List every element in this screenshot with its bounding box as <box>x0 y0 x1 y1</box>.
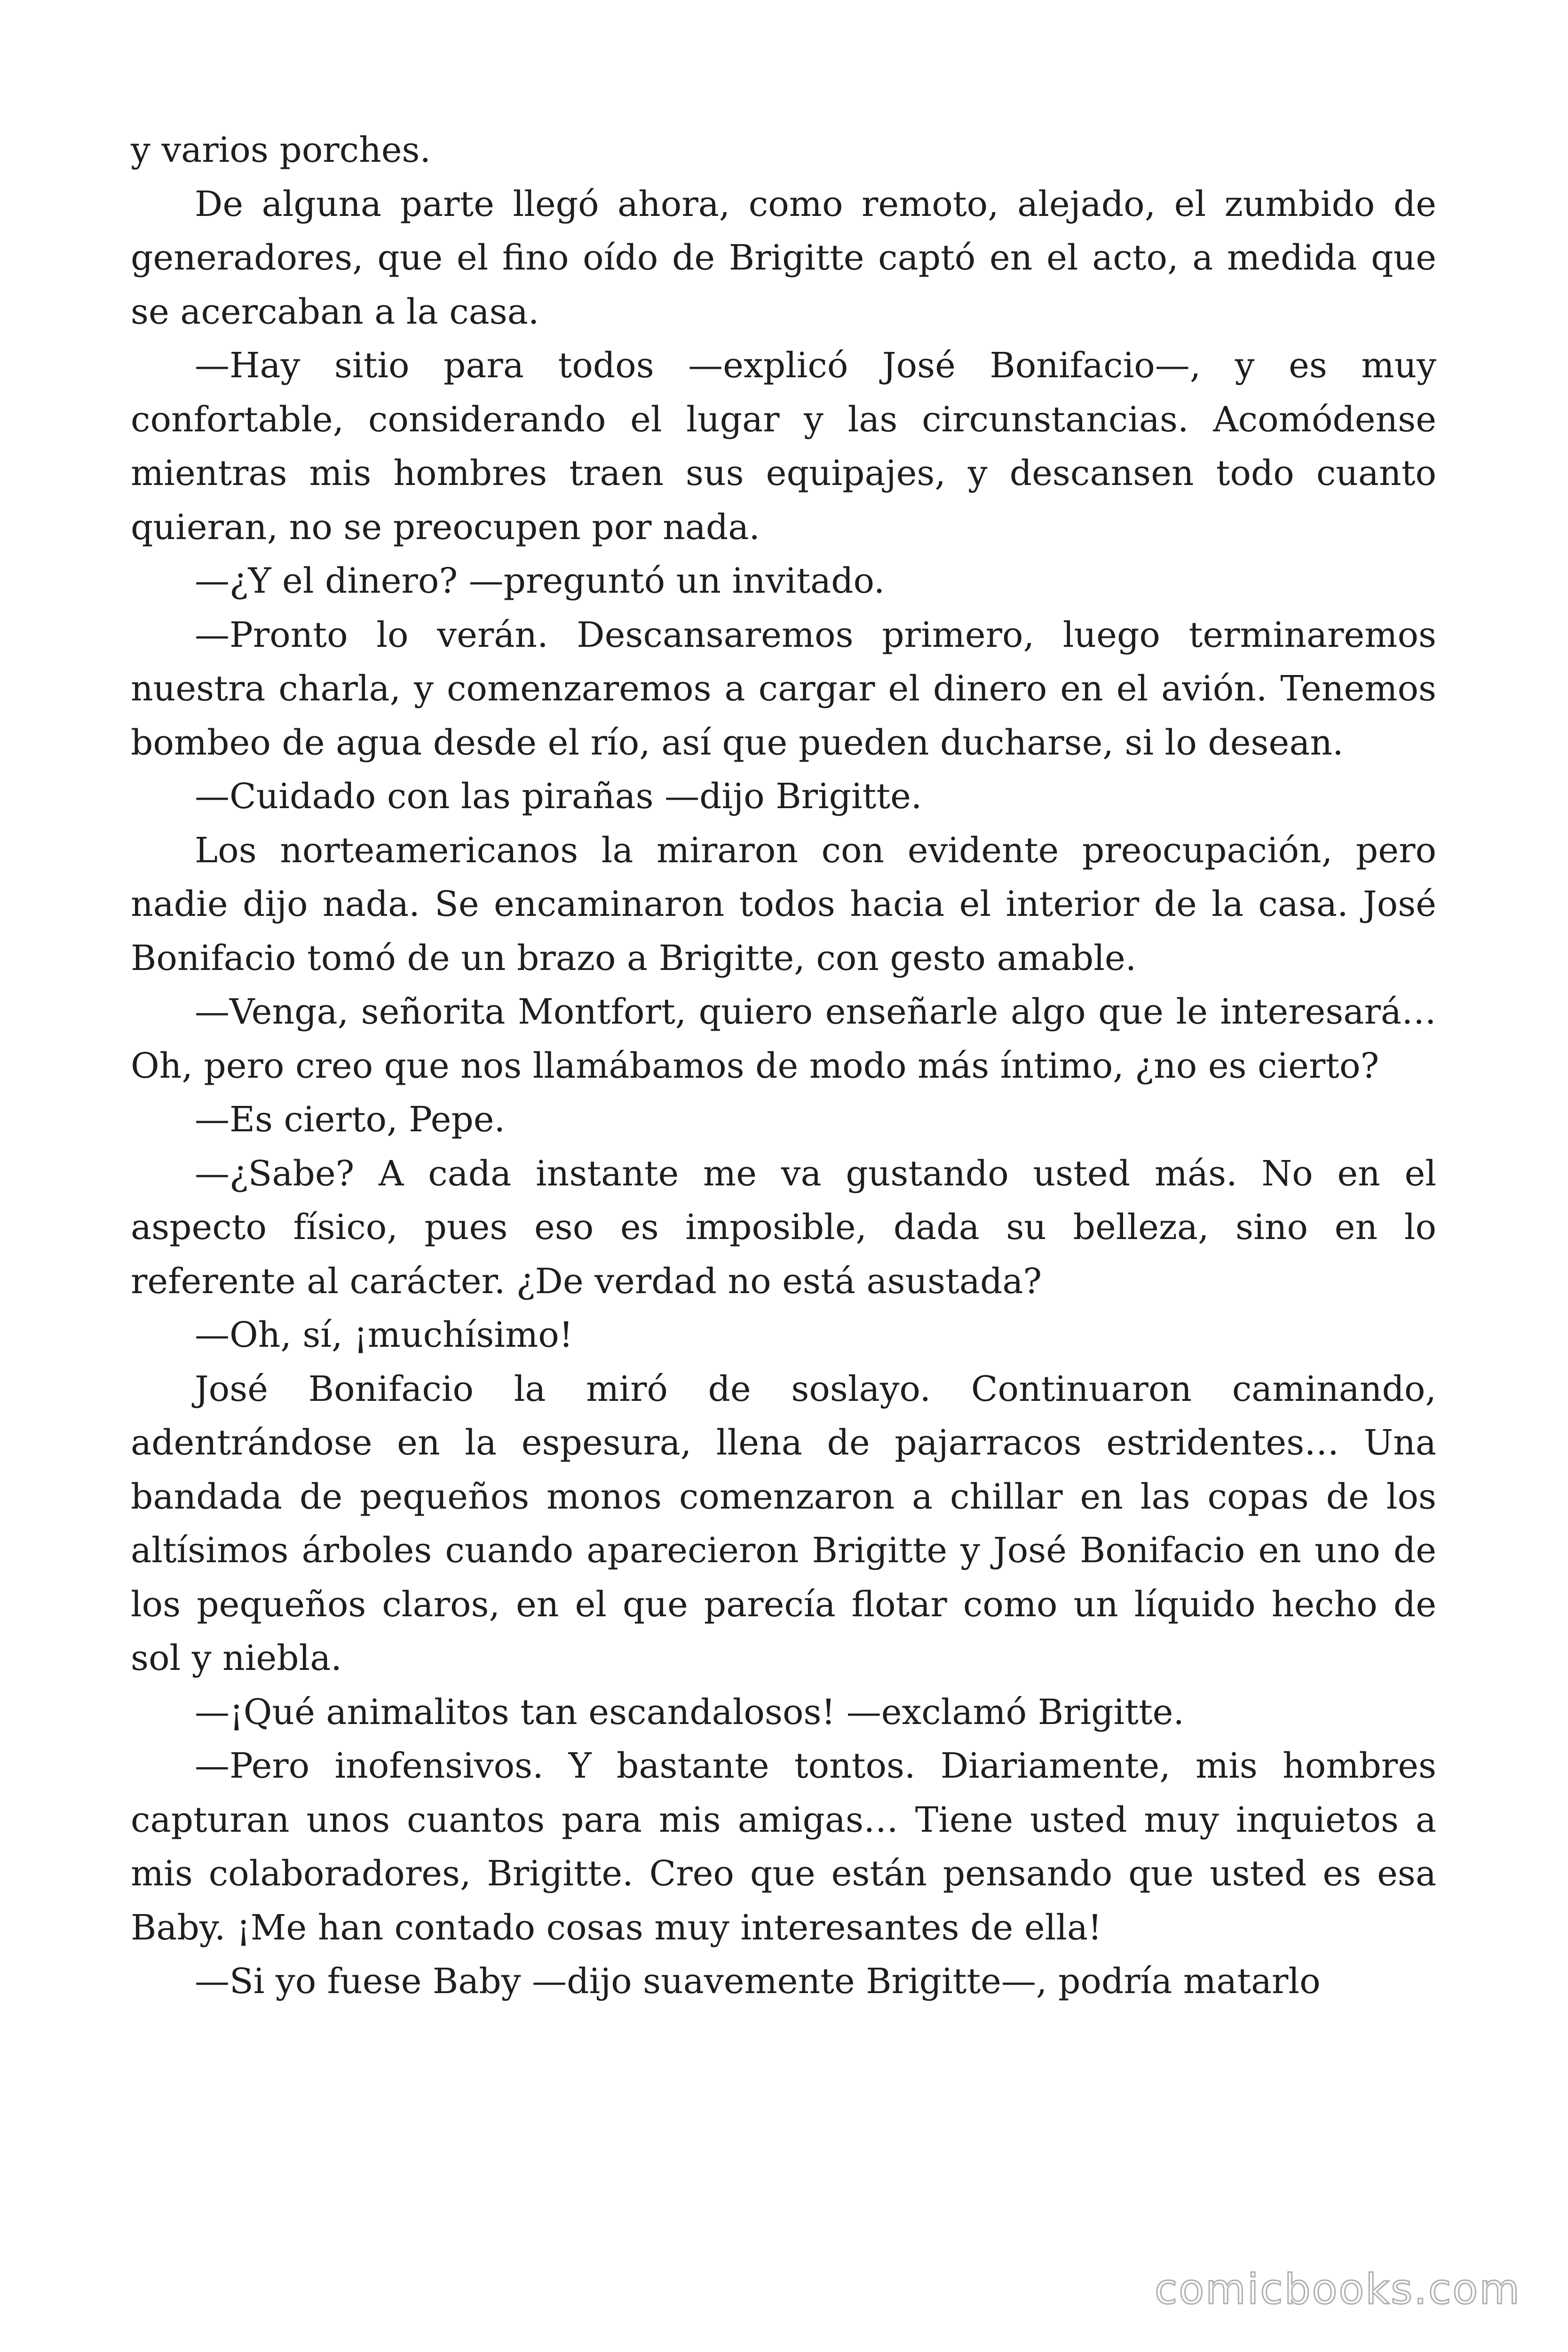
paragraph-5: —Pronto lo verán. Descansaremos primero, luego terminaremos nuestra charla, y comenzaremos a cargar el dinero en el avión. Tenemos bombeo de agua desde el río, así que pueden ducharse, si lo desean. <box>131 614 1436 763</box>
paragraph-3: —Hay sitio para todos —explicó José Bonifacio—, y es muy confortable, considerando el lugar y las circunstancias. Acomódense mientras mis hombres traen sus equipajes, y descansen todo cuanto quieran, no se preocupen por nada. <box>131 345 1436 548</box>
paragraph-4: —¿Y el dinero? —preguntó un invitado. <box>195 561 885 601</box>
paragraph-6: —Cuidado con las pirañas —dijo Brigitte. <box>195 776 922 817</box>
book-page-text <box>131 123 1436 2009</box>
paragraph-2: De alguna parte llegó ahora, como remoto, alejado, el zumbido de generadores, que el fino oído de Brigitte captó en el acto, a medida que se acercaban a la casa. <box>131 183 1436 332</box>
paragraph-12: José Bonifacio la miró de soslayo. Continuaron caminando, adentrándose en la espesura, llena de pajarracos estridentes… Una bandada de pequeños monos comenzaron a chillar en las copas de los altísimos árboles cuando aparecieron Brigitte y José Bonifacio en uno de los pequeños claros, en el que parecía flotar como un líquido hecho de sol y niebla. <box>131 1368 1436 1678</box>
paragraph-14: —Pero inofensivos. Y bastante tontos. Diariamente, mis hombres capturan unos cuantos para mis amigas… Tiene usted muy inquietos a mis colaboradores, Brigitte. Creo que están pensando que usted es esa Baby. ¡Me han contado cosas muy interesantes de ella! <box>131 1746 1436 1948</box>
paragraph-15: —Si yo fuese Baby —dijo suavemente Brigitte—, podría matarlo <box>195 1961 1321 2002</box>
paragraph-7: Los norteamericanos la miraron con evidente preocupación, pero nadie dijo nada. Se encaminaron todos hacia el interior de la casa. José Bonifacio tomó de un brazo a Brigitte, con gesto amable. <box>131 830 1436 978</box>
paragraph-13: —¡Qué animalitos tan escandalosos! —exclamó Brigitte. <box>195 1692 1184 1732</box>
paragraph-11: —Oh, sí, ¡muchísimo! <box>195 1315 573 1355</box>
paragraph-10: —¿Sabe? A cada instante me va gustando usted más. No en el aspecto físico, pues eso es imposible, dada su belleza, sino en lo referente al carácter. ¿De verdad no está asustada? <box>131 1153 1436 1302</box>
watermark: comicbooks.com <box>1154 2265 1521 2313</box>
paragraph-8: —Venga, señorita Montfort, quiero enseñarle algo que le interesará… Oh, pero creo que nos llamábamos de modo más íntimo, ¿no es cierto? <box>131 992 1436 1086</box>
paragraph-1: y varios porches. <box>131 130 431 170</box>
paragraph-9: —Es cierto, Pepe. <box>195 1099 506 1140</box>
